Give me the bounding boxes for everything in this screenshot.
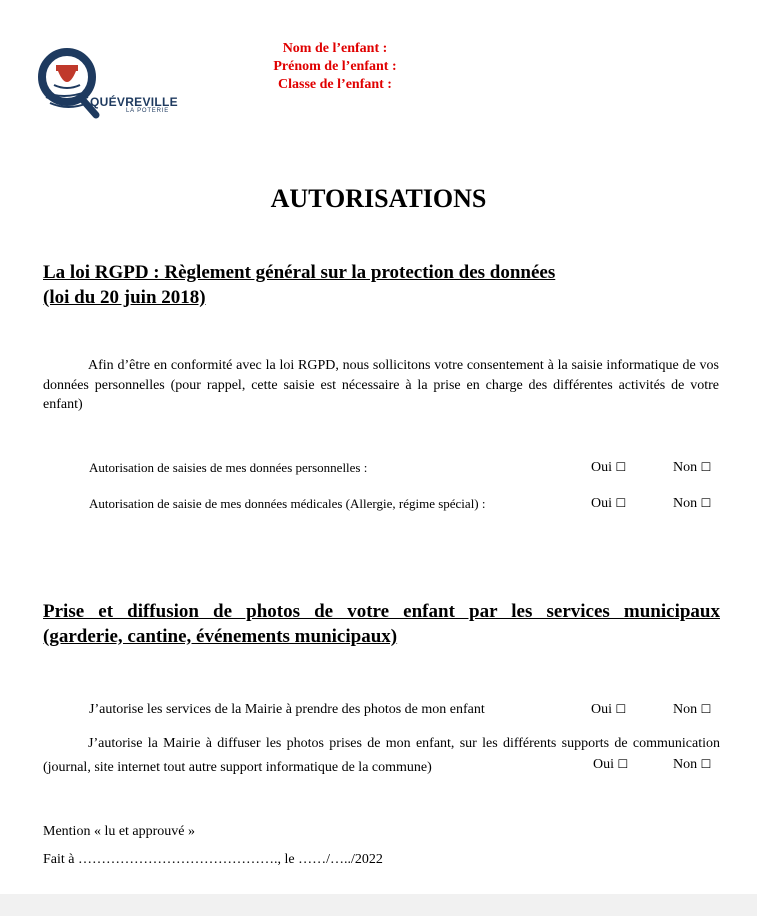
rgpd-personal-no-option[interactable] xyxy=(673,460,711,476)
no-label: Non xyxy=(673,702,698,717)
checkbox-icon[interactable]: ☐ xyxy=(700,496,712,510)
checkbox-icon[interactable]: ☐ xyxy=(700,702,712,716)
yes-label: Oui xyxy=(591,702,612,717)
logo-subtext: LA POTERIE xyxy=(126,108,170,114)
child-class-field: Classe de l’enfant : xyxy=(278,77,392,92)
photos-take-no-option[interactable] xyxy=(673,702,711,718)
photos-heading-line2: (garderie, cantine, événements municipaux) xyxy=(43,626,398,647)
child-info-block xyxy=(205,40,465,94)
photos-take-label: J’autorise les services de la Mairie à prendre des photos de mon enfant xyxy=(89,702,485,717)
no-label: Non xyxy=(673,460,698,475)
page-bottom-band xyxy=(0,894,757,916)
photos-take-yes-option[interactable] xyxy=(591,702,626,718)
yes-label: Oui xyxy=(591,460,612,475)
photos-diffusion-yes-option[interactable] xyxy=(591,757,628,773)
checkbox-icon[interactable]: ☐ xyxy=(615,496,627,510)
checkbox-icon[interactable]: ☐ xyxy=(615,702,627,716)
signature-line[interactable]: Fait à ……………………………………., le ……/…../2022 xyxy=(43,852,383,867)
rgpd-heading-line2: (loi du 20 juin 2018) xyxy=(43,287,206,308)
photos-heading-sub xyxy=(43,624,720,649)
mention-text: Mention « lu et approuvé » xyxy=(43,824,196,839)
rgpd-heading-line1: La loi RGPD : Règlement général sur la protection des données xyxy=(43,262,556,283)
rgpd-personal-data-label: Autorisation de saisies de mes données personnelles : xyxy=(89,460,368,475)
rgpd-heading xyxy=(43,260,720,310)
checkbox-icon[interactable]: ☐ xyxy=(615,460,627,474)
yes-label: Oui xyxy=(591,496,612,511)
photos-heading-line1: Prise et diffusion de photos de votre enfant par les services municipaux xyxy=(43,601,720,622)
checkbox-icon[interactable]: ☐ xyxy=(700,757,712,771)
child-name-field: Nom de l’enfant : xyxy=(282,41,388,56)
no-label: Non xyxy=(673,496,698,511)
page-title: AUTORISATIONS xyxy=(270,184,487,213)
rgpd-medical-data-label: Autorisation de saisie de mes données médicales (Allergie, régime spécial) : xyxy=(89,496,486,511)
yes-label: Oui xyxy=(593,757,614,772)
checkbox-icon[interactable]: ☐ xyxy=(617,757,629,771)
no-label: Non xyxy=(673,757,698,772)
rgpd-personal-yes-option[interactable] xyxy=(591,460,626,476)
child-firstname-field: Prénom de l’enfant : xyxy=(273,59,397,74)
rgpd-paragraph: Afin d’être en conformité avec la loi RGPD, nous sollicitons votre consentement à la saisie informatique de vos données personnelles (pour rappel, cette saisie est nécessaire à la prise en charge des différentes activités de votre enfant) xyxy=(43,358,719,412)
checkbox-icon[interactable]: ☐ xyxy=(700,460,712,474)
rgpd-medical-yes-option[interactable] xyxy=(591,496,626,512)
photos-diffusion-no-option[interactable] xyxy=(673,757,711,773)
quevreville-logo xyxy=(38,45,178,125)
photos-heading xyxy=(43,599,720,624)
rgpd-medical-no-option[interactable] xyxy=(673,496,711,512)
logo-text: QUÉVREVILLE xyxy=(90,95,178,109)
photos-diffusion-label: J’autorise la Mairie à diffuser les photos prises de mon enfant, sur les différents supports de communication (journal, site internet tout autre support informatique de la commune) xyxy=(43,736,720,775)
